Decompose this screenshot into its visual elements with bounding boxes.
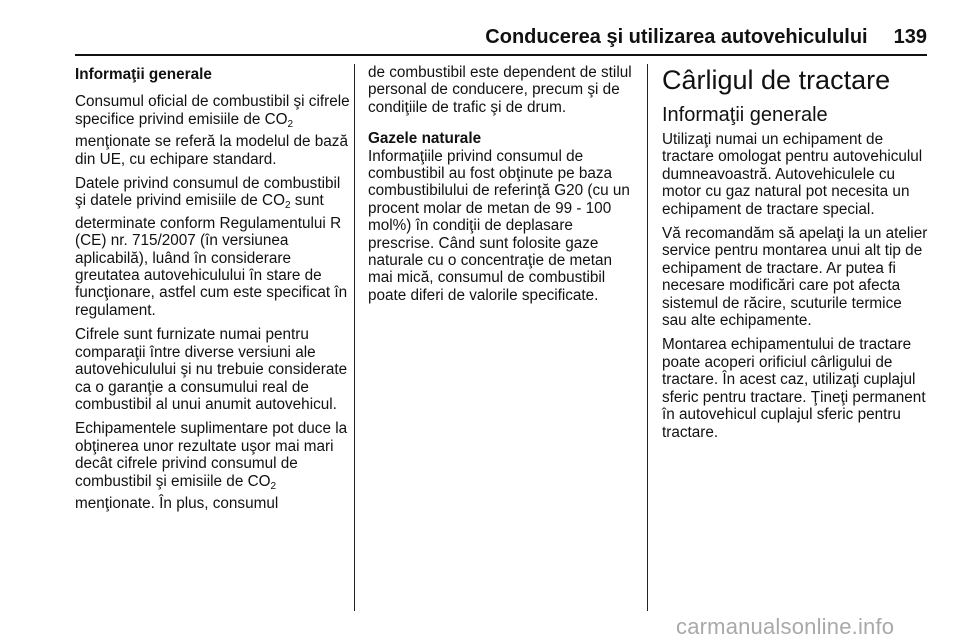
- section-title-towing-hook: Cârligul de tractare: [662, 65, 891, 95]
- paragraph: Informaţiile privind consumul de combustibil au fost obţinute pe baza combustibilului de referinţă G20 (cu un procent molar de metan de 99 - 100 mol%) în condiţii de deplasare prescrise. Când sunt folosite gaze naturale cu o concentraţie de metan mai mică, consumul de combustibil poate diferi de valorile specificate.: [368, 147, 630, 304]
- paragraph: Consumul oficial de combustibil şi cifrele specifice privind emisiile de $CO_2$ menţionate se referă la modelul de bază din UE, cu echipare standard.: [75, 93, 350, 168]
- paragraph: Vă recomandăm să apelaţi la un atelier service pentru montarea unui alt tip de echipament de tractare. Ar putea fi necesare modificări care pot afecta sistemul de răcire, scuturile termice sau alte echipamente.: [662, 225, 928, 330]
- paragraph: Cifrele sunt furnizate numai pentru comparaţii între diverse versiuni ale autovehiculului şi nu trebuie considerate ca o garanţie a consumului real de combustibil al unui anumit autovehicul.: [75, 326, 348, 413]
- watermark: carmanualsonline.info: [676, 614, 895, 639]
- page-header: [75, 26, 927, 54]
- header-rule: [75, 54, 927, 56]
- subscript: 2: [287, 118, 294, 130]
- column-divider: [354, 64, 355, 611]
- column-1: [75, 64, 350, 519]
- chapter-title: Conducerea şi utilizarea autovehiculului: [485, 26, 868, 48]
- paragraph: Datele privind consumul de combustibil şi datele privind emisiile de $CO_2$ sunt determinate conform Regulamentului R (CE) nr. 715/2007 (în versiunea aplicabilă), luând în considerare greutatea autovehiculului în stare de funcţionare, astfel cum este specificat în regulament.: [75, 175, 348, 319]
- paragraph: Echipamentele suplimentare pot duce la obţinerea unor rezultate uşor mai mari decât cifrele privind consumul de combustibil şi emisiile de $CO_2$ menţionate. În plus, consumul: [75, 420, 348, 512]
- column-3: [662, 64, 930, 448]
- subscript: 2: [270, 480, 277, 492]
- paragraph: de combustibil este dependent de stilul personal de conducere, precum şi de condiţiile de trafic şi de drum.: [368, 64, 632, 116]
- column-divider: [647, 64, 648, 611]
- column-2: [368, 64, 634, 311]
- section-subtitle-general-info: Informaţii generale: [662, 104, 828, 126]
- page-number: 139: [893, 26, 927, 48]
- paragraph: Utilizaţi numai un echipament de tractare omologat pentru autovehiculul dumneavoastră. Autovehiculele cu motor cu gaz natural pot necesita un echipament de tractare special.: [662, 131, 923, 218]
- paragraph: Montarea echipamentului de tractare poate acoperi orificiul cârligului de tractare. În acest caz, utilizaţi cuplajul sferic pentru tractare. Ţineţi permanent în autovehicul cuplajul sferic pentru tractare.: [662, 336, 926, 441]
- subscript: 2: [285, 200, 291, 212]
- section-heading-natural-gas: Gazele naturale: [368, 130, 482, 148]
- section-heading-general-info: Informaţii generale: [75, 66, 212, 83]
